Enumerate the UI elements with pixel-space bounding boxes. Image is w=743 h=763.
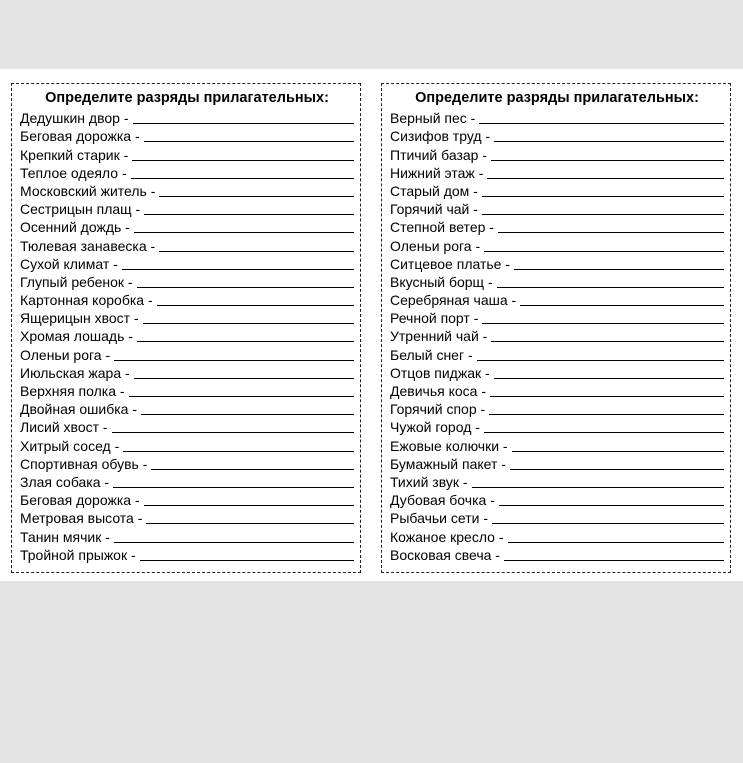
adjective-phrase: Старый дом -	[390, 182, 478, 199]
adjective-phrase: Восковая свеча -	[390, 546, 500, 563]
answer-line	[498, 232, 724, 233]
adjective-phrase: Сизифов труд -	[390, 128, 491, 145]
worksheet-row	[390, 399, 724, 417]
answer-line	[159, 196, 354, 197]
answer-line	[134, 232, 354, 233]
worksheet-row	[20, 272, 354, 290]
worksheet-row	[20, 399, 354, 417]
worksheet-row	[390, 454, 724, 472]
worksheet-row	[390, 108, 724, 126]
adjective-phrase: Отцов пиджак -	[390, 364, 490, 381]
worksheet-row	[20, 181, 354, 199]
worksheet-row	[20, 126, 354, 144]
adjective-phrase: Нижний этаж -	[390, 164, 484, 181]
worksheet-row	[390, 163, 724, 181]
worksheet-row	[20, 217, 354, 235]
adjective-phrase: Сестрицын плащ -	[20, 201, 141, 218]
answer-line	[491, 341, 724, 342]
worksheet-row	[20, 108, 354, 126]
adjective-phrase: Глупый ребенок -	[20, 273, 133, 290]
worksheet-row	[20, 363, 354, 381]
worksheet-row	[390, 545, 724, 563]
answer-line	[489, 414, 724, 415]
adjective-phrase: Птичий базар -	[390, 146, 487, 163]
worksheet-row	[20, 417, 354, 435]
answer-line	[129, 396, 354, 397]
worksheet-row	[20, 144, 354, 162]
answer-line	[520, 305, 724, 306]
answer-line	[141, 414, 354, 415]
adjective-phrase: Теплое одеяло -	[20, 164, 127, 181]
answer-line	[514, 269, 724, 270]
adjective-phrase: Тройной прыжок -	[20, 546, 136, 563]
answer-line	[487, 178, 724, 179]
worksheet-row	[20, 199, 354, 217]
answer-line	[494, 141, 724, 142]
answer-line	[144, 214, 354, 215]
adjective-phrase: Московский житель -	[20, 182, 156, 199]
adjective-phrase: Тюлевая занавеска -	[20, 237, 156, 254]
answer-line	[137, 287, 354, 288]
left-card-rows	[20, 108, 354, 563]
worksheet-row	[390, 526, 724, 544]
answer-line	[123, 451, 354, 452]
adjective-phrase: Спортивная обувь -	[20, 455, 148, 472]
answer-line	[490, 396, 724, 397]
worksheet-row	[390, 217, 724, 235]
answer-line	[482, 214, 724, 215]
adjective-phrase: Кожаное кресло -	[390, 528, 504, 545]
worksheet-row	[390, 381, 724, 399]
worksheet-row	[20, 381, 354, 399]
adjective-phrase: Утренний чай -	[390, 328, 488, 345]
answer-line	[472, 487, 724, 488]
worksheet-row	[390, 490, 724, 508]
adjective-phrase: Верхняя полка -	[20, 383, 125, 399]
worksheet-row	[390, 181, 724, 199]
adjective-phrase: Серебряная чаша -	[390, 292, 517, 309]
left-worksheet-card	[11, 83, 361, 573]
answer-line	[512, 451, 724, 452]
worksheet-row	[20, 235, 354, 253]
worksheet-row	[390, 290, 724, 308]
adjective-phrase: Злая собака -	[20, 473, 110, 490]
answer-line	[482, 196, 724, 197]
adjective-phrase: Хромая лошадь -	[20, 328, 133, 345]
worksheet-row	[390, 126, 724, 144]
answer-line	[134, 378, 354, 379]
answer-line	[137, 341, 354, 342]
worksheet-row	[390, 326, 724, 344]
answer-line	[477, 360, 724, 361]
left-card-title: Определите разряды прилагательных:	[45, 90, 329, 106]
adjective-phrase: Беговая дорожка -	[20, 128, 140, 145]
answer-line	[499, 505, 724, 506]
worksheet-row	[20, 163, 354, 181]
worksheet-row	[390, 199, 724, 217]
answer-line	[144, 505, 354, 506]
adjective-phrase: Сухой климат -	[20, 255, 118, 272]
worksheet-row	[20, 308, 354, 326]
answer-line	[491, 160, 724, 161]
adjective-phrase: Чужой город -	[390, 419, 480, 436]
adjective-phrase: Ситцевое платье -	[390, 255, 511, 272]
answer-line	[143, 323, 354, 324]
worksheet-row	[20, 454, 354, 472]
worksheet-row	[390, 508, 724, 526]
adjective-phrase: Горячий чай -	[390, 201, 478, 218]
right-worksheet-card	[381, 83, 731, 573]
answer-line	[112, 432, 354, 433]
worksheet-row	[20, 545, 354, 563]
worksheet-row	[20, 526, 354, 544]
answer-line	[114, 360, 354, 361]
worksheet-row	[390, 363, 724, 381]
answer-line	[144, 141, 354, 142]
worksheet-row	[390, 435, 724, 453]
answer-line	[494, 378, 724, 379]
adjective-phrase: Ежовые колючки -	[390, 437, 508, 454]
answer-line	[151, 469, 354, 470]
worksheet-row	[20, 254, 354, 272]
adjective-phrase: Тихий звук -	[390, 473, 468, 490]
adjective-phrase: Июльская жара -	[20, 364, 130, 381]
worksheet-row	[20, 290, 354, 308]
answer-line	[484, 432, 724, 433]
worksheet	[0, 69, 743, 581]
worksheet-row	[390, 308, 724, 326]
answer-line	[492, 523, 724, 524]
worksheet-row	[390, 235, 724, 253]
worksheet-row	[20, 490, 354, 508]
adjective-phrase: Осенний дождь -	[20, 219, 130, 236]
adjective-phrase: Рыбачьи сети -	[390, 510, 488, 527]
adjective-phrase: Верный пес -	[390, 110, 476, 127]
adjective-phrase: Метровая высота -	[20, 510, 143, 527]
adjective-phrase: Горячий спор -	[390, 401, 486, 418]
adjective-phrase: Степной ветер -	[390, 219, 494, 236]
adjective-phrase: Двойная ошибка -	[20, 401, 137, 418]
worksheet-row	[20, 508, 354, 526]
answer-line	[484, 251, 724, 252]
answer-line	[159, 251, 354, 252]
answer-line	[122, 269, 354, 270]
adjective-phrase: Белый снег -	[390, 346, 473, 363]
right-card-title: Определите разряды прилагательных:	[415, 90, 699, 106]
answer-line	[132, 160, 354, 161]
right-card-rows	[390, 108, 724, 563]
worksheet-row	[390, 344, 724, 362]
answer-line	[497, 287, 724, 288]
worksheet-row	[390, 254, 724, 272]
adjective-phrase: Оленьи рога -	[390, 237, 481, 254]
answer-line	[146, 523, 354, 524]
worksheet-row	[390, 144, 724, 162]
adjective-phrase: Оленьи рога -	[20, 346, 111, 363]
adjective-phrase: Девичья коса -	[390, 383, 486, 399]
adjective-phrase: Беговая дорожка -	[20, 492, 140, 509]
answer-line	[113, 487, 354, 488]
answer-line	[479, 123, 724, 124]
answer-line	[133, 123, 355, 124]
worksheet-row	[20, 435, 354, 453]
worksheet-row	[390, 417, 724, 435]
adjective-phrase: Бумажный пакет -	[390, 455, 506, 472]
adjective-phrase: Крепкий старик -	[20, 146, 129, 163]
answer-line	[510, 469, 724, 470]
adjective-phrase: Дубовая бочка -	[390, 492, 495, 509]
adjective-phrase: Ящерицын хвост -	[20, 310, 139, 327]
worksheet-row	[20, 326, 354, 344]
adjective-phrase: Дедушкин двор -	[20, 110, 129, 127]
answer-line	[114, 542, 354, 543]
adjective-phrase: Лисий хвост -	[20, 419, 108, 436]
adjective-phrase: Танин мячик -	[20, 528, 110, 545]
adjective-phrase: Картонная коробка -	[20, 292, 153, 309]
answer-line	[504, 560, 724, 561]
answer-line	[508, 542, 725, 543]
worksheet-row	[390, 272, 724, 290]
answer-line	[131, 178, 354, 179]
adjective-phrase: Вкусный борщ -	[390, 273, 493, 290]
adjective-phrase: Речной порт -	[390, 310, 479, 327]
worksheet-row	[20, 472, 354, 490]
answer-line	[157, 305, 354, 306]
answer-line	[140, 560, 354, 561]
worksheet-row	[390, 472, 724, 490]
worksheet-row	[20, 344, 354, 362]
answer-line	[482, 323, 724, 324]
adjective-phrase: Хитрый сосед -	[20, 437, 120, 454]
